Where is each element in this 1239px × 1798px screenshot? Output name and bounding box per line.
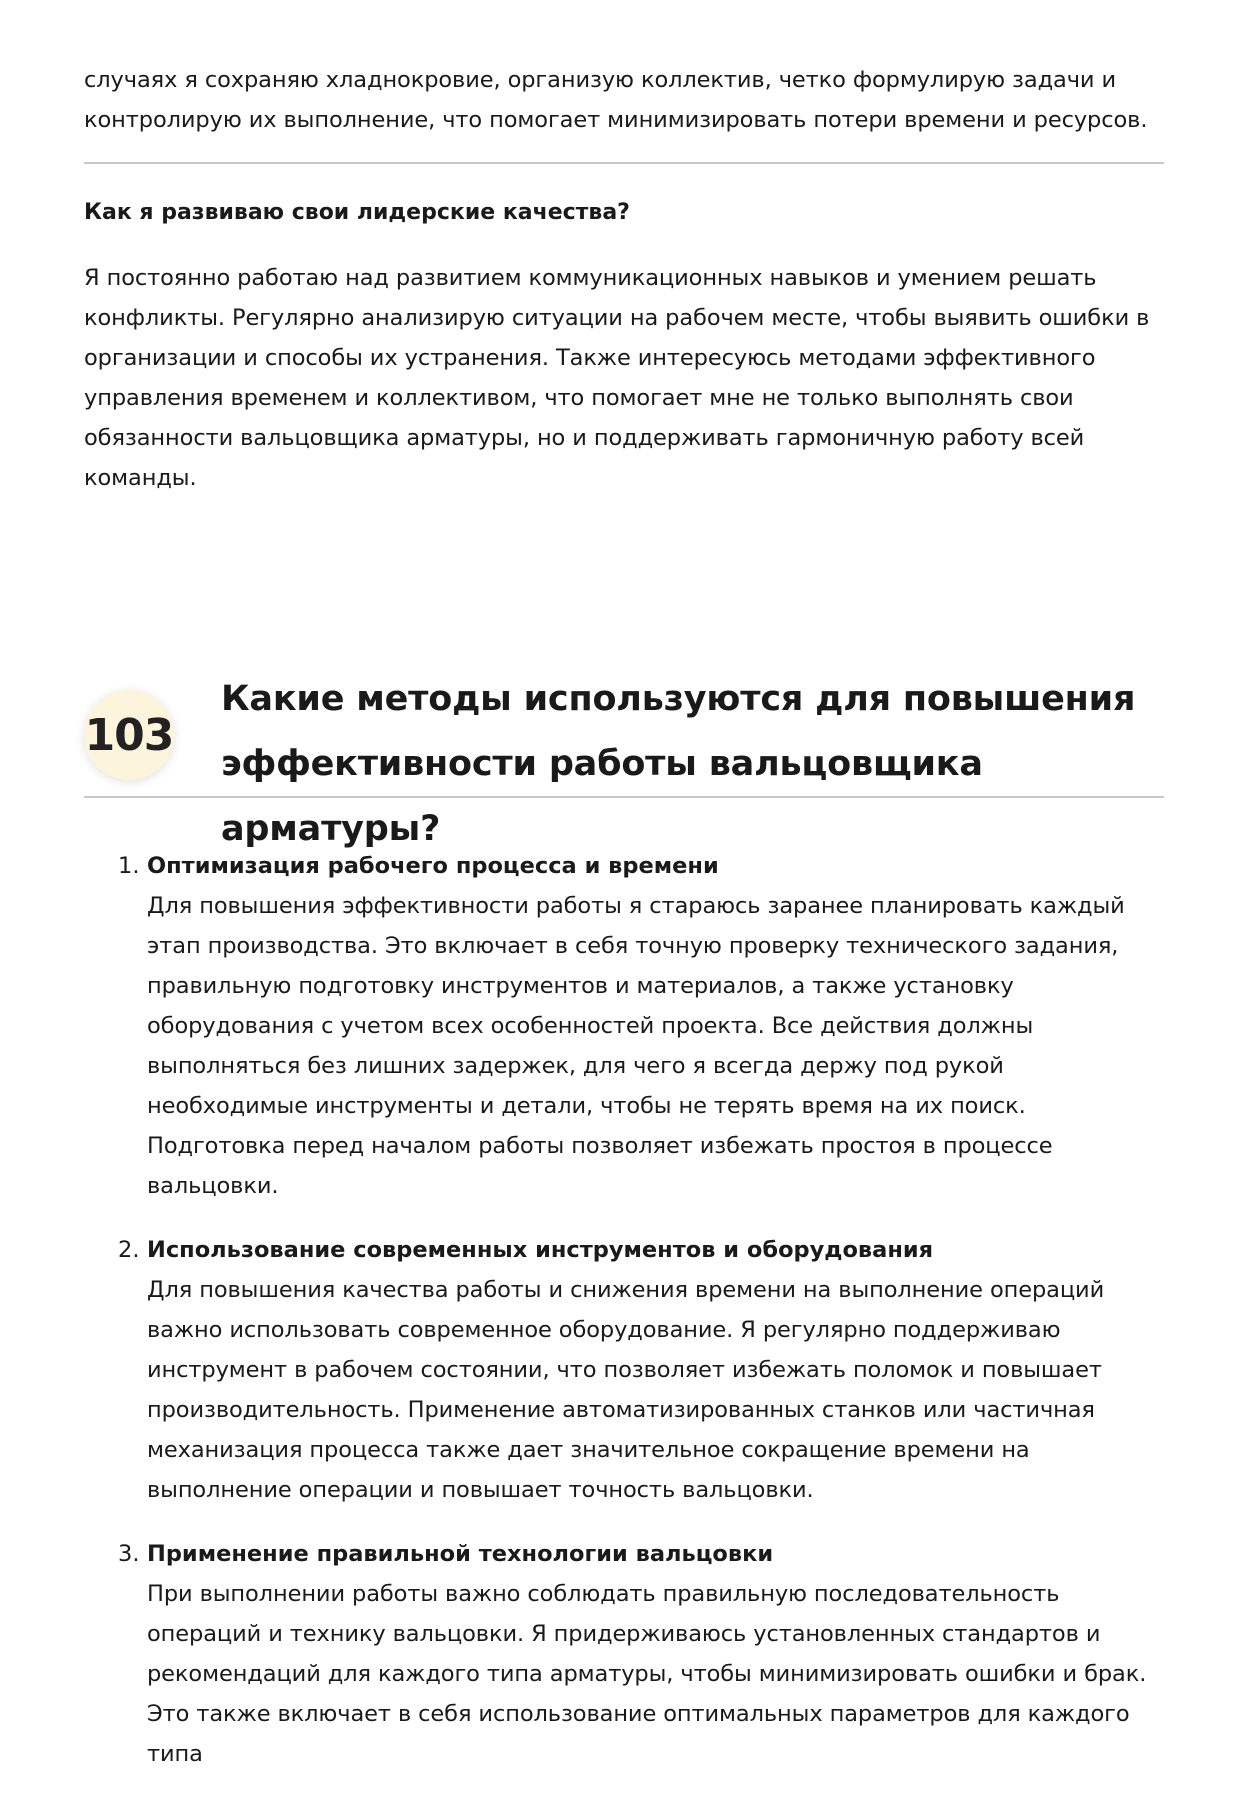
list-item-number: 3. [118,1541,140,1567]
list-item-text: При выполнении работы важно соблюдать правильную последовательность операций и технику вальцовки. Я придерживаюсь установленных стандартов и рекомендаций для каждого типа арматуры, чтобы минимизировать ошибки и брак. Это также включает в себя использование оптимальных параметров для каждого типа [147,1581,1147,1767]
divider-top [84,162,1164,164]
leadership-heading: Как я развиваю свои лидерские качества? [84,200,630,225]
list-item-number: 2. [118,1237,140,1263]
methods-list [84,846,1164,1798]
list-item-title: Оптимизация рабочего процесса и времени [147,853,719,879]
list-item [84,1534,1164,1774]
section-header [84,670,1164,849]
intro-paragraph: случаях я сохраняю хладнокровие, организую коллектив, четко формулирую задачи и контролирую их выполнение, что помогает минимизировать потери времени и ресурсов. [84,67,1148,133]
list-item-number: 1. [118,853,140,879]
leadership-paragraph: Я постоянно работаю над развитием коммуникационных навыков и умением решать конфликты. Регулярно анализирую ситуации на рабочем месте, чтобы выявить ошибки в организации и способы их устранения. Также интересуюсь методами эффективного управления временем и коллективом, что помогает мне не только выполнять свои обязанности вальцовщика арматуры, но и поддерживать гармоничную работу всей команды. [84,265,1150,491]
list-item [84,846,1164,1206]
list-item-text: Для повышения качества работы и снижения времени на выполнение операций важно использовать современное оборудование. Я регулярно поддерживаю инструмент в рабочем состоянии, что позволяет избежать поломок и повышает производительность. Применение автоматизированных станков или частичная механизация процесса также дает значительное сокращение времени на выполнение операции и повышает точность вальцовки. [147,1277,1105,1503]
list-item-title: Применение правильной технологии вальцовки [147,1541,774,1567]
section-title: Какие методы используются для повышения эффективности работы вальцовщика арматуры? [221,679,1136,849]
list-item [84,1230,1164,1510]
list-item-title: Использование современных инструментов и оборудования [147,1237,934,1263]
section-number-badge: 103 [84,690,174,780]
list-item-text: Для повышения эффективности работы я стараюсь заранее планировать каждый этап производства. Это включает в себя точную проверку технического задания, правильную подготовку инструментов и материалов, а также установку оборудования с учетом всех особенностей проекта. Все действия должны выполняться без лишних задержек, для чего я всегда держу под рукой необходимые инструменты и детали, чтобы не терять время на их поиск. Подготовка перед началом работы позволяет избежать простоя в процессе вальцовки. [147,893,1125,1199]
divider-section [84,796,1164,798]
